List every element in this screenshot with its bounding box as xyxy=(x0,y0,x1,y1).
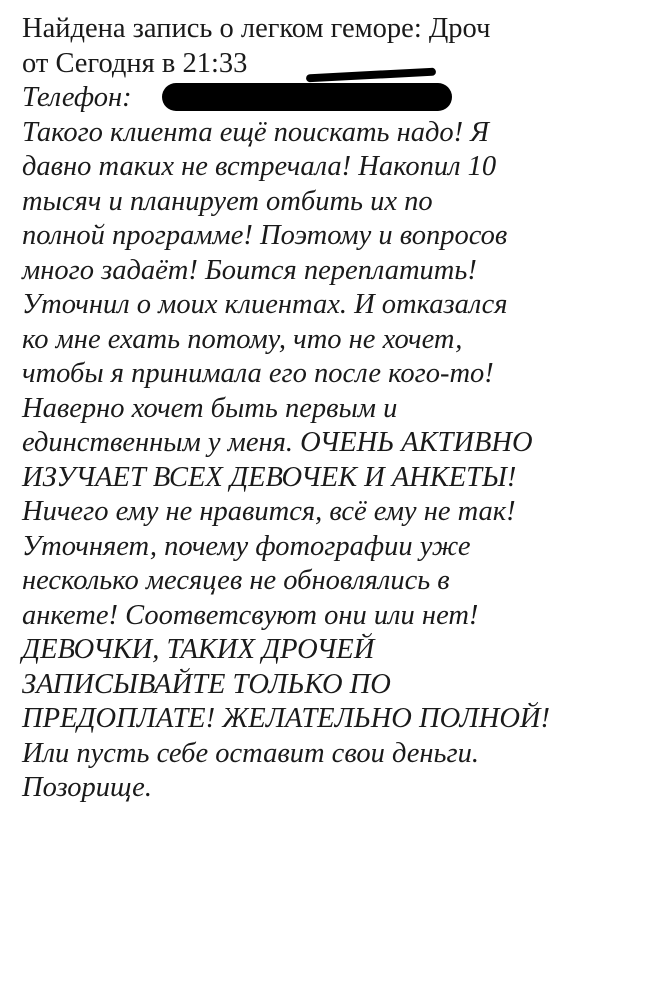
body-line: Наверно хочет быть первым и xyxy=(22,392,398,424)
body-line: давно таких не встречала! Накопил 10 xyxy=(22,151,497,182)
phone-label: Телефон: xyxy=(22,82,132,113)
body-line: анкете! Соответсвуют они или нет! xyxy=(22,599,479,631)
body-line: чтобы я принимала его после кого-то! xyxy=(22,358,494,389)
body-line: Уточняет, почему фотографии уже xyxy=(22,530,471,562)
message-card xyxy=(22,12,652,806)
body-line: Уточнил о моих клиентах. И отказался xyxy=(22,289,508,320)
message-body xyxy=(22,116,652,806)
body-line: несколько месяцев не обновлялись в xyxy=(22,565,450,596)
body-line: ПРЕДОПЛАТЕ! ЖЕЛАТЕЛЬНО ПОЛНОЙ! xyxy=(22,703,550,734)
body-line: Или пусть себе оставит свои деньги. xyxy=(22,737,479,769)
phone-row xyxy=(22,81,652,116)
body-line: тысяч и планирует отбить их по xyxy=(22,185,433,217)
body-line: ДЕВОЧКИ, ТАКИХ ДРОЧЕЙ xyxy=(22,634,375,665)
body-line: ко мне ехать потому, что не хочет, xyxy=(22,323,463,355)
body-line: ИЗУЧАЕТ ВСЕХ ДЕВОЧЕК И АНКЕТЫ! xyxy=(22,461,517,493)
body-line: Такого клиента ещё поискать надо! Я xyxy=(22,116,490,148)
message-timestamp: от Сегодня в 21:33 xyxy=(22,47,248,79)
body-line: Позорище. xyxy=(22,772,152,803)
body-line: много задаёт! Боится переплатить! xyxy=(22,254,477,286)
message-header-title: Найдена запись о легком геморе: Дроч xyxy=(22,13,491,44)
body-line: полной программе! Поэтому и вопросов xyxy=(22,220,508,251)
body-line: ЗАПИСЫВАЙТЕ ТОЛЬКО ПО xyxy=(22,668,391,700)
phone-redaction xyxy=(162,83,452,111)
body-line: Ничего ему не нравится, всё ему не так! xyxy=(22,496,516,527)
body-line: единственным у меня. ОЧЕНЬ АКТИВНО xyxy=(22,427,533,458)
